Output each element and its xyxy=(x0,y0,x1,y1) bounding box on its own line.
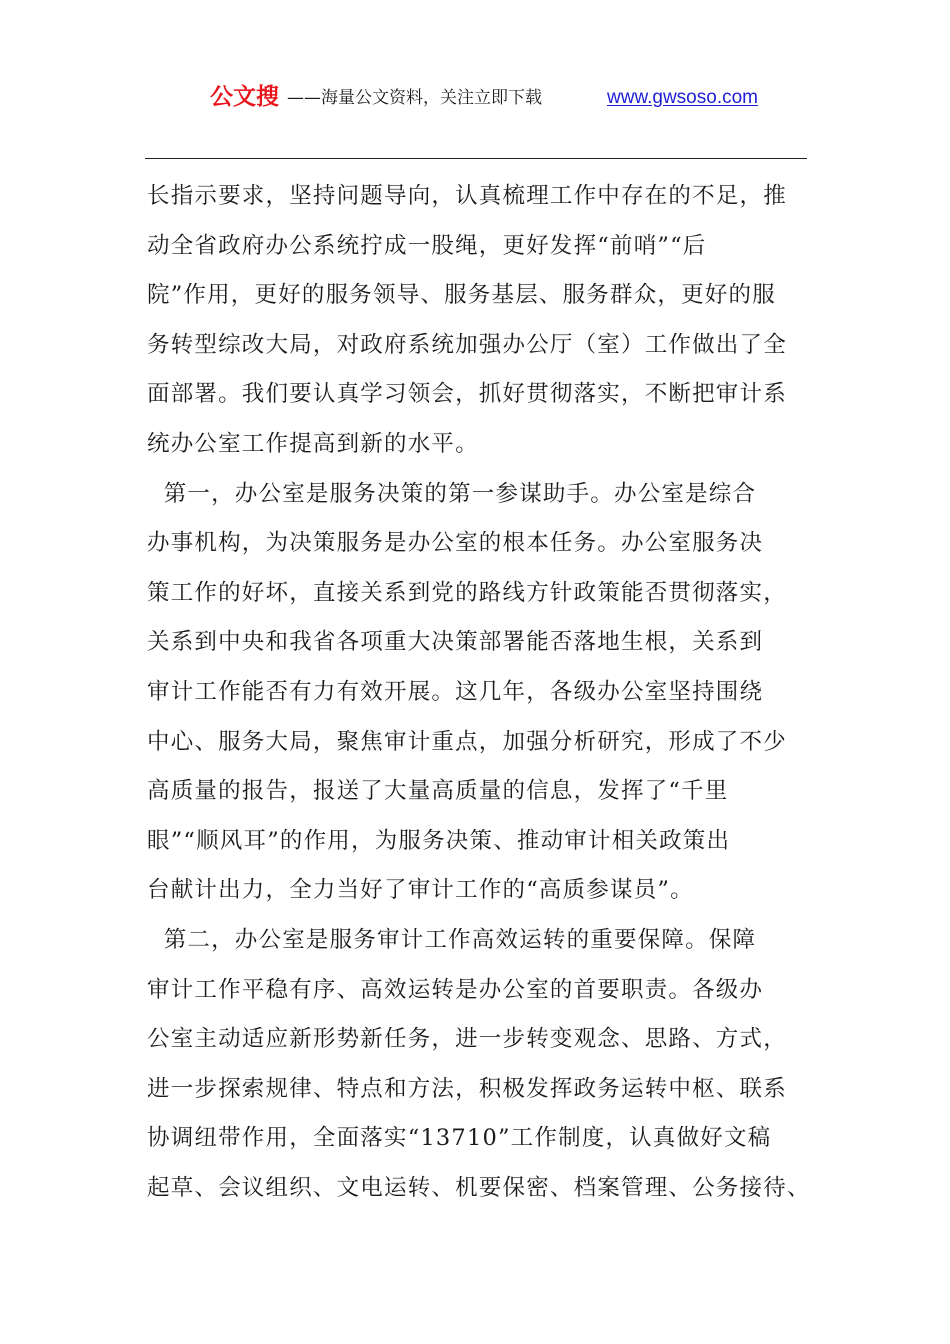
text-line: 策工作的好坏，直接关系到党的路线方针政策能否贯彻落实， xyxy=(147,579,787,606)
text-line: 第二，办公室是服务审计工作高效运转的重要保障。保障 xyxy=(147,926,757,953)
text-line: 务转型综改大局，对政府系统加强办公厅（室）工作做出了全 xyxy=(147,331,787,358)
text-line: 协调纽带作用，全面落实“13710”工作制度，认真做好文稿 xyxy=(147,1125,772,1152)
header-divider xyxy=(145,158,807,159)
text-line: 院”作用，更好的服务领导、服务基层、服务群众，更好的服 xyxy=(147,282,776,309)
text-line: 长指示要求，坚持问题导向，认真梳理工作中存在的不足，推 xyxy=(147,183,787,209)
text-line: 审计工作平稳有序、高效运转是办公室的首要职责。各级办 xyxy=(147,976,764,1003)
text-line: 办事机构，为决策服务是办公室的根本任务。办公室服务决 xyxy=(147,530,764,557)
page-header xyxy=(0,82,950,112)
text-line: 审计工作能否有力有效开展。这几年，各级办公室坚持围绕 xyxy=(147,678,764,705)
text-line: 关系到中央和我省各项重大决策部署能否落地生根，关系到 xyxy=(147,629,764,656)
brand-logo-text: 公文搜 xyxy=(210,84,279,110)
header-tagline: ——海量公文资料，关注立即下载 xyxy=(287,88,542,108)
site-link[interactable]: www.gwsoso.com xyxy=(607,87,758,108)
text-line: 高质量的报告，报送了大量高质量的信息，发挥了“千里 xyxy=(147,778,729,805)
text-line: 动全省政府办公系统拧成一股绳，更好发挥“前哨”“后 xyxy=(147,232,707,259)
document-body xyxy=(147,172,809,1213)
text-line: 公室主动适应新形势新任务，进一步转变观念、思路、方式， xyxy=(147,1026,787,1053)
text-line: 起草、会议组织、文电运转、机要保密、档案管理、公务接待、 xyxy=(147,1174,811,1201)
text-line: 眼”“顺风耳”的作用，为服务决策、推动审计相关政策出 xyxy=(147,827,731,854)
text-line: 面部署。我们要认真学习领会，抓好贯彻落实，不断把审计系 xyxy=(147,381,787,408)
text-line: 台献计出力，全力当好了审计工作的“高质参谋员”。 xyxy=(147,877,694,904)
text-line: 进一步探索规律、特点和方法，积极发挥政务运转中枢、联系 xyxy=(147,1075,787,1102)
text-line: 统办公室工作提高到新的水平。 xyxy=(147,430,479,457)
text-line: 中心、服务大局，聚焦审计重点，加强分析研究，形成了不少 xyxy=(147,728,787,755)
text-line: 第一，办公室是服务决策的第一参谋助手。办公室是综合 xyxy=(147,480,757,507)
